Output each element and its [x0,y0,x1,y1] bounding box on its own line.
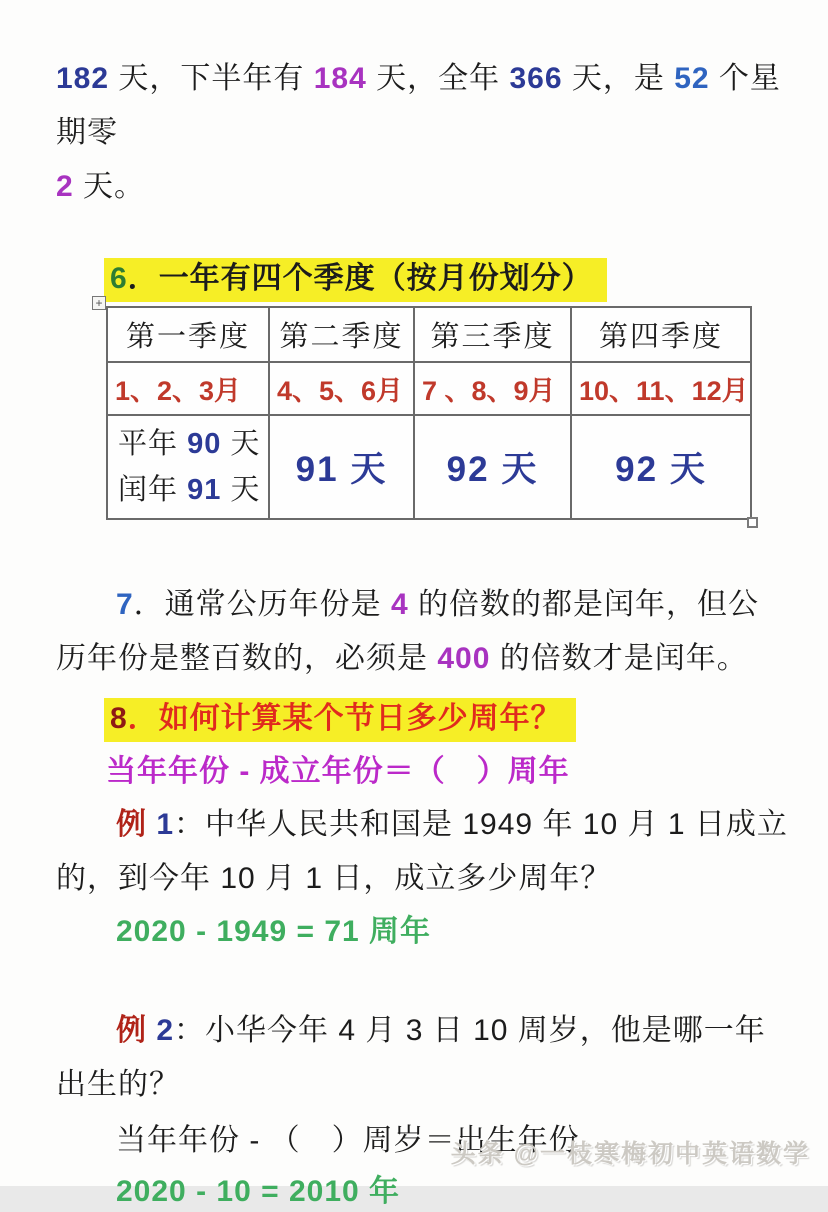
leap-year-label: 闰年 [118,474,188,506]
century-divisor-value: 400 [437,642,491,675]
section8-highlight [104,698,576,742]
section6-highlight [104,258,607,302]
intro-text-1: 天，下半年有 [118,62,314,95]
table-move-handle-icon[interactable]: + [92,296,106,310]
example1-label: 例 [116,808,157,841]
example1-paragraph [56,798,790,906]
weeks-count-value: 52 [674,62,719,95]
section6-separator: ． [127,262,159,295]
intro-text-4: 个星期零 [56,62,781,149]
section8-heading [104,698,790,742]
header-q3: 第三季度 [414,307,571,362]
days-q4-cell: 92 天 [571,415,751,519]
months-q3: 7 、8、9月 [414,362,571,415]
intro-text-2: 天，全年 [376,62,510,95]
example1-colon: ： [174,808,206,841]
example2-number: 2 [156,1014,175,1047]
example1-answer: 2020 - 1949 = 71 周年 [116,915,432,948]
months-q1: 1、2、3月 [107,362,269,415]
leap-year-unit: 天 [221,474,261,506]
toutiao-watermark: 头条 @一枝寒梅初中英语数学 [450,1140,810,1168]
days-q3-cell: 92 天 [414,415,571,519]
section7-text-1: ．通常公历年份是 [133,588,392,621]
example2-paragraph [56,1004,790,1112]
example1-text: 中华人民共和国是 1949 年 10 月 1 日成立的，到今年 10 月 1 日，成立多少周年？ [56,808,788,895]
example2-colon: ： [174,1014,206,1047]
example2-answer: 2020 - 10 = 2010 年 [116,1175,401,1208]
section7-paragraph [56,578,790,686]
quarters-table-container [95,296,750,520]
months-q2: 4、5、6月 [269,362,414,415]
section8-separator: ． [127,702,159,735]
intro-text-5: 天。 [83,170,146,203]
leap-year-line [118,467,267,513]
intro-text-3: 天，是 [571,62,675,95]
days-second-half-value: 184 [313,62,377,95]
example1-number: 1 [156,808,175,841]
table-resize-handle-icon[interactable] [747,517,758,528]
common-year-days: 90 [187,428,222,460]
days-q1-cell [107,415,269,519]
days-full-year-value: 366 [509,62,572,95]
table-header-row [107,307,751,362]
section8-number: 8 [110,702,128,735]
months-q4: 10、11、12月 [571,362,751,415]
table-month-row [107,362,751,415]
days-q2-cell: 91 天 [269,415,414,519]
common-year-line [118,421,267,467]
days-first-half-value: 182 [56,62,119,95]
section7-text-2: 的倍数的都是闰年，但公历年份是整百数的，必须是 [56,588,760,675]
section6-title: 一年有四个季度（按月份划分） [158,262,593,295]
example2-label: 例 [116,1014,157,1047]
table-days-row [107,415,751,519]
header-q4: 第四季度 [571,307,751,362]
section6-number: 6 [110,262,128,295]
section8-title: 如何计算某个节日多少周年？ [158,702,562,735]
example2-text: 小华今年 4 月 3 日 10 周岁，他是哪一年出生的？ [56,1014,766,1101]
intro-paragraph [56,52,790,214]
header-q2: 第二季度 [269,307,414,362]
anniversary-formula: 当年年份 - 成立年份＝（ ）周年 [106,755,570,788]
common-year-label: 平年 [118,428,188,460]
section6-heading [104,258,790,302]
birth-year-formula: 当年年份 - （ ）周岁＝出生年份 [116,1124,580,1157]
remainder-days-value: 2 [56,170,84,203]
common-year-unit: 天 [221,428,261,460]
section7-number: 7 [116,588,134,621]
header-q1: 第一季度 [107,307,269,362]
leap-divisor-value: 4 [391,588,409,621]
section7-text-3: 的倍数才是闰年。 [490,642,748,675]
quarters-table [106,306,752,520]
leap-year-days: 91 [187,474,222,506]
